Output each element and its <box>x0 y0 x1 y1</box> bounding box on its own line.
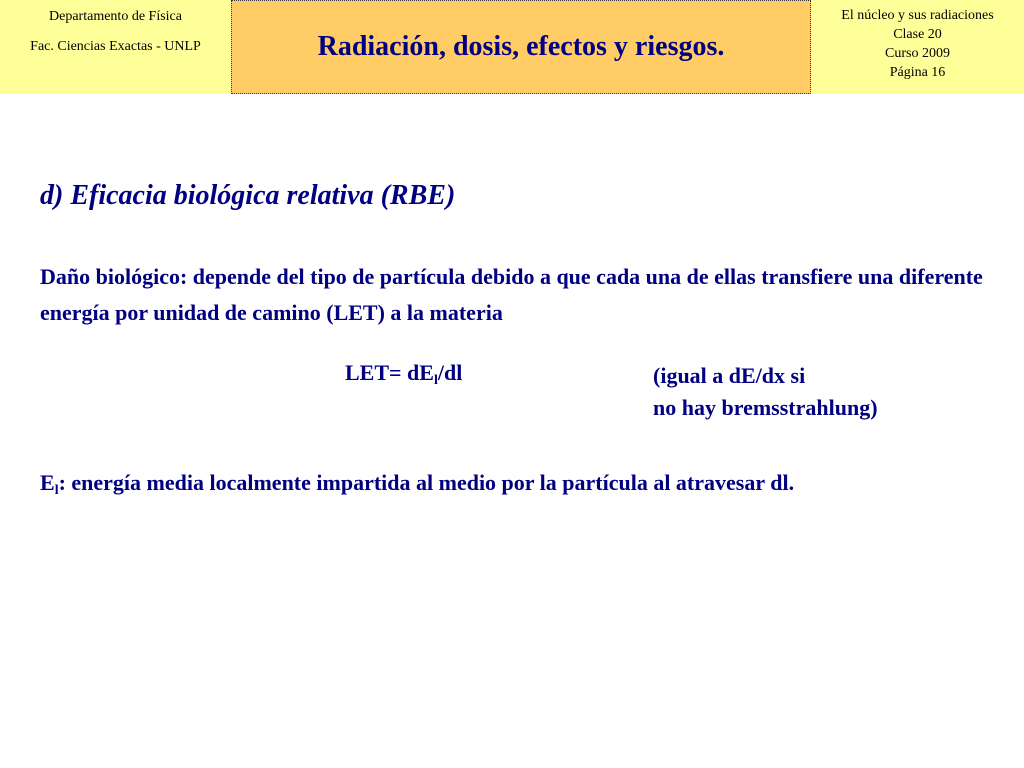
formula-prefix: LET= dE <box>345 360 434 385</box>
page-number-label: Página 16 <box>889 65 946 80</box>
intro-paragraph: Daño biológico: depende del tipo de partícula debido a que cada una de ellas transfiere una diferente energía por unidad de camino (LET) a la materia <box>40 264 983 325</box>
formula-subscript: l <box>433 373 438 388</box>
formula-suffix: /dl <box>437 360 463 385</box>
definition-symbol: E <box>40 470 55 495</box>
department-label: Departamento de Física <box>49 9 182 24</box>
header-left-panel <box>0 0 231 94</box>
course-topic-label: El núcleo y sus radiaciones <box>841 8 994 23</box>
formula-note <box>653 360 878 424</box>
definition-subscript: l <box>54 483 59 498</box>
let-formula <box>345 360 462 389</box>
slide-title: Radiación, dosis, efectos y riesgos. <box>317 31 725 62</box>
definition-paragraph <box>40 465 1000 509</box>
definition-text: : energía media localmente impartida al medio por la partícula al atravesar dl. <box>58 470 795 495</box>
faculty-label: Fac. Ciencias Exactas - UNLP <box>30 39 201 54</box>
note-line-1: (igual a dE/dx si <box>653 363 806 388</box>
note-line-2: no hay bremsstrahlung) <box>653 395 878 420</box>
section-title: d) Eficacia biológica relativa (RBE) <box>40 180 456 211</box>
header-right-panel <box>811 0 1024 94</box>
header-title-panel <box>231 0 811 94</box>
course-year-label: Curso 2009 <box>885 46 950 61</box>
class-number-label: Clase 20 <box>893 27 942 42</box>
